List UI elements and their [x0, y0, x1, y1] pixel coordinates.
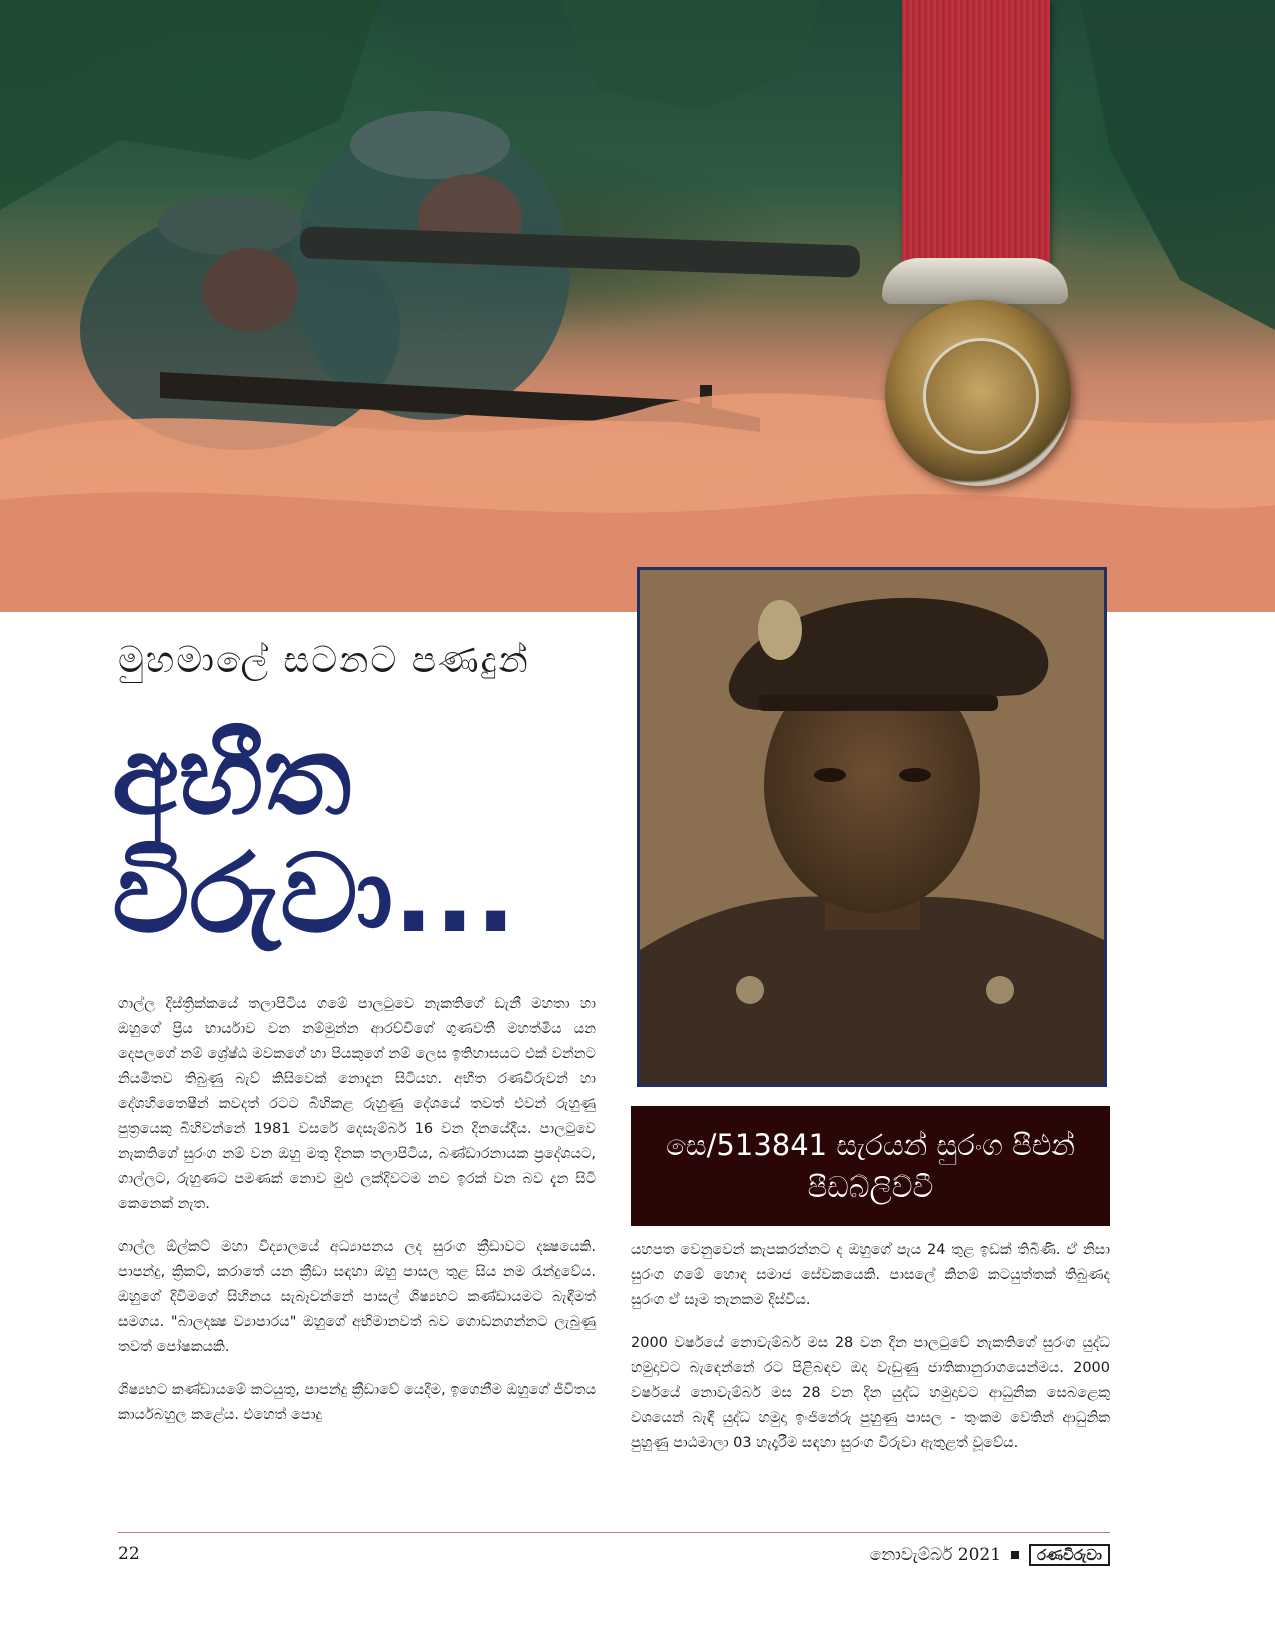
- footer-issue: [870, 1544, 1110, 1566]
- paragraph: ගාල්ල දිස්ත්‍රික්කයේ තලාපිටිය ගමේ පාලටුවෙ නැකතිගේ ඩැනී මහතා හා ඔහුගේ ප්‍රිය භාර්යාව වන නම්මුන්න ආරච්චිගේ ගුණවතී මහත්මිය යන දෙපලගේ නම් ශ්‍රේෂ්ඨ මවකගේ හා පියකුගේ නම් ලෙස ඉතිහාසයට එක් වන්නට නියමිතව තිබුණු බැව් කිසිවෙක් නොදැන සිටියහ. අභීත රණවිරුවන් හා දේශහිතෛෂීන් කවදත් රටට බිහිකළ රුහුණු දේශයේ තවත් එවන් රුහුණු පුත්‍රයෙකු බිහිවන්නේ 1981 වසරේ දෙසැම්බර් 16 වන දිනයේදීය. පාලටුවෙ නැකතිගේ සුරංග නම් වන ඔහු මතු දිනක තලාපිටිය, බණ්ඩාරනායක ප්‍රදේශයට, ගාල්ලට, රුහුණට පමණක් නොව මුළු ලක්දිවටම නව ඉරක් වන බව දැන සිටි කෙනෙක් නැත.: [118, 996, 596, 1212]
- headline-line-1: අභීත: [112, 714, 352, 839]
- article-headline: [112, 714, 612, 957]
- paragraph: ගාල්ල ඕල්කට් මහා විද්‍යාලයේ අධ්‍යාපනය ලද සුරංග ක්‍රීඩාවට දක්‍ෂයෙකි. පාපන්දු, ක්‍රිකට්, කරාතේ යන ක්‍රීඩා සඳහා ඔහු පාසල තුළ සිය නම රැන්දුවේය. ඔහුගේ දිවිමගේ සිහිනය සැබෑවන්නේ පාසල් ශිෂ්‍යභට කණ්ඩායමට බැඳීමත් සමගය. "බාලදක්‍ෂ ව්‍යාපාරය" ඔහුගේ අභිමානවත් බව ගොඩනගන්නට ලැබුණු තවත් පෝෂකයකි.: [118, 1239, 596, 1355]
- issue-date: නොවැම්බර් 2021: [869, 1545, 1002, 1565]
- hero-photo: [0, 0, 1275, 612]
- hero-photo-scene: [0, 0, 1275, 612]
- medal-clasp: [882, 258, 1068, 304]
- paragraph: 2000 වර්ෂයේ නොවැම්බර් මස 28 වන දින පාලටුවේ නැකතිගේ සුරංග යුද්ධ හමුදාවට බැඳෙන්නේ රට පිළිබඳව ඔද වැඩුණු ජාතිකානුරාගයෙන්මය. 2000 වර්ෂයේ නොවැම්බර් මස 28 වන දින යුද්ධ හමුදාවට ආධුනික සෙබළෙකු වශයෙන් බැඳී යුද්ධ හමුදා ඉංජිනේරු පුහුණු පාසල - තුංකම වෙතින් ආධුනික පුහුණු පාඨමාලා 03 හැදෑරීම සඳහා සුරංග විරුවා ඇතුළත් වූවේය.: [631, 1335, 1110, 1451]
- body-column-right: [631, 1238, 1110, 1474]
- body-column-left: [118, 992, 596, 1446]
- paragraph: ශිෂ්‍යභට කණ්ඩායමේ කටයුතු, පාපන්දු ක්‍රීඩාවේ යෙදීම, ඉගෙනීම ඔහුගේ ජීවිතය කාර්යබහුල කළේය. එහෙත් පොදු: [118, 1382, 596, 1423]
- page-number: 22: [118, 1544, 140, 1564]
- article-kicker: මුහමාලේ සටනට පණදුන්: [118, 640, 530, 681]
- medal-lion-emblem: [923, 338, 1039, 454]
- medal-icon: [885, 300, 1071, 486]
- footer-divider: [118, 1532, 1110, 1533]
- paragraph: යහපත වෙනුවෙන් කැපකරන්නට ද ඔහුගේ පැය 24 තුළ ඉඩක් තිබිණි. ඒ නිසා සුරංග ගමේ හොඳ සමාජ සේවකයෙකි. පාසලේ කිනම් කටයුත්තක් තිබුණද සුරංග ඒ සෑම තැනකම දිස්විය.: [631, 1242, 1110, 1308]
- square-bullet-icon: [1011, 1551, 1019, 1559]
- caption-line-1: සෙ/513841 සැරයන් සුරංග පීඑන්: [666, 1128, 1075, 1162]
- soldier-portrait: [637, 567, 1107, 1087]
- headline-line-2: විරුවා...: [112, 832, 517, 957]
- caption-line-2: පීඩබ්ලිව්වී: [807, 1170, 934, 1204]
- portrait-caption: [631, 1106, 1110, 1226]
- portrait-figure: [640, 570, 1104, 1084]
- magazine-logo: රණවිරුවා: [1029, 1544, 1110, 1566]
- medal-ribbon: [902, 0, 1050, 262]
